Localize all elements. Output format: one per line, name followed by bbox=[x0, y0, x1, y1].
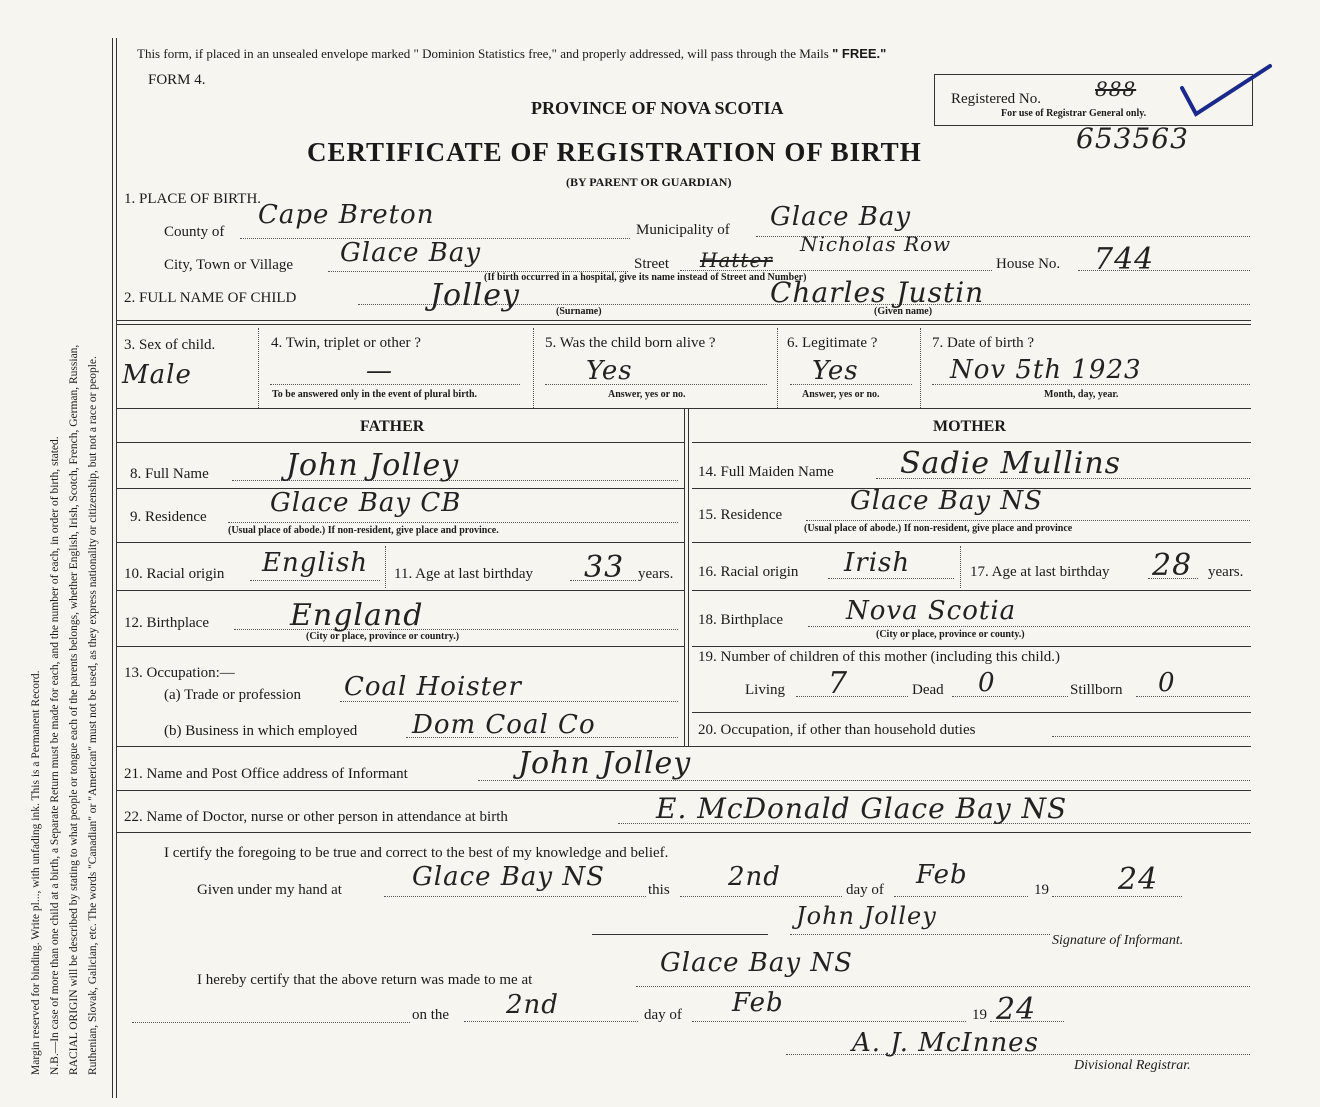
father-age-divider bbox=[385, 546, 386, 588]
registered-label: Registered No. bbox=[951, 91, 1041, 107]
parents-divider bbox=[684, 408, 685, 746]
mother-dead-line bbox=[952, 696, 1068, 697]
mother-birthplace-note: (City or place, province or county.) bbox=[876, 629, 1025, 640]
given-year-line bbox=[1052, 896, 1182, 897]
row3-divider-4 bbox=[920, 328, 921, 408]
father-trade-value: Coal Hoister bbox=[344, 672, 522, 702]
registrar-year-value: 24 bbox=[996, 992, 1037, 1027]
street-value: Nicholas Row bbox=[800, 232, 952, 256]
registrar-year-line bbox=[990, 1021, 1064, 1022]
mother-heading: MOTHER bbox=[933, 418, 1006, 435]
date-of-birth-value: Nov 5th 1923 bbox=[950, 355, 1142, 385]
mother-stillborn-value: 0 bbox=[1158, 668, 1176, 698]
mother-age-unit: years. bbox=[1208, 564, 1244, 580]
margin-note-binding: Margin reserved for binding. Write pl..., with unfading ink. This is a Permanent Record. bbox=[30, 670, 42, 1075]
doctor-label: 22. Name of Doctor, nurse or other person in attendance at birth bbox=[124, 809, 508, 825]
registered-note: For use of Registrar General only. bbox=[1001, 108, 1147, 119]
twin-label: 4. Twin, triplet or other ? bbox=[271, 335, 421, 351]
mother-age-rule bbox=[692, 590, 1251, 591]
registrar-day-of-label: day of bbox=[644, 1007, 682, 1023]
mother-racial-origin-value: Irish bbox=[844, 548, 911, 578]
street-hospital-note: (If birth occurred in a hospital, give its name instead of Street and Number) bbox=[484, 272, 807, 283]
county-value: Cape Breton bbox=[258, 200, 435, 230]
father-business-label: (b) Business in which employed bbox=[164, 723, 358, 739]
mother-living-value: 7 bbox=[828, 666, 849, 701]
mother-birthplace-rule bbox=[692, 646, 1251, 647]
mother-residence-note: (Usual place of abode.) If non-resident, give place and province bbox=[804, 523, 1073, 534]
registrar-statement: I hereby certify that the above return was made to me at bbox=[197, 972, 533, 988]
father-business-value: Dom Coal Co bbox=[412, 710, 596, 740]
registrar-month-line bbox=[692, 1021, 966, 1022]
parents-divider-2 bbox=[688, 408, 689, 746]
certify-statement: I certify the foregoing to be true and correct to the best of my knowledge and belief. bbox=[164, 845, 669, 861]
mother-birthplace-line bbox=[808, 626, 1250, 627]
mother-racial-origin-line bbox=[828, 578, 954, 579]
binding-margin-line-inner bbox=[116, 38, 117, 1098]
registrar-leading-line bbox=[132, 1022, 410, 1023]
municipality-label: Municipality of bbox=[636, 222, 730, 238]
legitimate-value: Yes bbox=[812, 356, 859, 386]
informant-label: 21. Name and Post Office address of Informant bbox=[124, 766, 408, 782]
registrar-year-prefix: 19 bbox=[972, 1007, 987, 1023]
row3-top-rule bbox=[116, 320, 1251, 321]
sex-label: 3. Sex of child. bbox=[124, 337, 216, 353]
informant-signature-label: Signature of Informant. bbox=[1052, 933, 1184, 948]
registrar-place-value: Glace Bay NS bbox=[660, 948, 853, 978]
child-given-name-note: (Given name) bbox=[874, 306, 933, 317]
given-this-label: this bbox=[648, 882, 670, 898]
house-number-label: House No. bbox=[996, 256, 1061, 272]
born-alive-note: Answer, yes or no. bbox=[608, 389, 686, 400]
father-racial-origin-value: English bbox=[262, 548, 369, 578]
born-alive-value: Yes bbox=[586, 356, 633, 386]
street-label: Street bbox=[634, 256, 669, 272]
mother-heading-rule bbox=[692, 442, 1251, 443]
mother-dead-label: Dead bbox=[912, 682, 944, 698]
father-racial-origin-line bbox=[250, 580, 380, 581]
given-day-line bbox=[680, 896, 842, 897]
father-name-value: John Jolley bbox=[286, 448, 460, 483]
informant-signature: John Jolley bbox=[796, 902, 937, 930]
mother-residence-value: Glace Bay NS bbox=[850, 486, 1043, 516]
legitimate-line bbox=[790, 384, 912, 385]
father-residence-note: (Usual place of abode.) If non-resident, give place and province. bbox=[228, 525, 499, 536]
father-age-rule bbox=[116, 590, 684, 591]
mother-occupation-label: 20. Occupation, if other than household duties bbox=[698, 722, 976, 738]
born-alive-line bbox=[545, 384, 767, 385]
father-heading-rule bbox=[116, 442, 684, 443]
born-alive-label: 5. Was the child born alive ? bbox=[545, 335, 716, 351]
page-title: CERTIFICATE OF REGISTRATION OF BIRTH bbox=[307, 137, 922, 167]
margin-note-racial-origin: RACIAL ORIGIN will be described by stating to what people or tongue each of the parents belongs, whether English, Irish, Scotch, French, German, Russian, bbox=[68, 344, 80, 1075]
mother-stillborn-line bbox=[1136, 696, 1250, 697]
given-year-prefix: 19 bbox=[1034, 882, 1049, 898]
date-of-birth-line bbox=[932, 384, 1250, 385]
mother-age-divider bbox=[960, 546, 961, 588]
father-trade-label: (a) Trade or profession bbox=[164, 687, 302, 703]
mail-notice: This form, if placed in an unsealed envelope marked " Dominion Statistics free," and properly addressed, will pass through the Mails " FREE." bbox=[137, 46, 887, 61]
informant-signature-line bbox=[790, 934, 1050, 935]
mother-residence-rule bbox=[692, 542, 1251, 543]
given-month-value: Feb bbox=[916, 860, 968, 890]
mother-residence-label: 15. Residence bbox=[698, 507, 783, 523]
check-mark-icon bbox=[1178, 62, 1278, 122]
twin-value: — bbox=[366, 356, 393, 386]
father-racial-origin-label: 10. Racial origin bbox=[124, 566, 225, 582]
given-year-value: 24 bbox=[1118, 862, 1159, 897]
mother-living-label: Living bbox=[745, 682, 785, 698]
registrar-signature-label: Divisional Registrar. bbox=[1074, 1058, 1191, 1073]
date-of-birth-label: 7. Date of birth ? bbox=[932, 335, 1035, 351]
city-label: City, Town or Village bbox=[164, 257, 294, 273]
doctor-rule bbox=[116, 832, 1251, 833]
father-age-label: 11. Age at last birthday bbox=[394, 566, 533, 582]
doctor-value: E. McDonald Glace Bay NS bbox=[656, 792, 1068, 825]
given-place-line bbox=[384, 896, 646, 897]
house-number-value: 744 bbox=[1094, 242, 1155, 277]
father-birthplace-value: England bbox=[290, 598, 424, 633]
registrar-place-line bbox=[636, 986, 1250, 987]
mother-name-label: 14. Full Maiden Name bbox=[698, 464, 834, 480]
row3-top-rule-2 bbox=[116, 324, 1251, 325]
father-heading: FATHER bbox=[360, 418, 425, 435]
margin-note-nationality: Ruthenian, Slovak, Galician, etc. The words "Canadian" or "American" must not be used, as they express nationality or citizenship, but not a race or people. bbox=[87, 356, 99, 1075]
registrar-month-value: Feb bbox=[732, 988, 784, 1018]
mother-occupation-line bbox=[1052, 736, 1250, 737]
registrar-day-line bbox=[464, 1021, 638, 1022]
mother-residence-line bbox=[806, 520, 1250, 521]
father-residence-label: 9. Residence bbox=[130, 509, 207, 525]
twin-note: To be answered only in the event of plural birth. bbox=[272, 389, 478, 400]
mother-birthplace-label: 18. Birthplace bbox=[698, 612, 783, 628]
informant-signature-rule bbox=[592, 934, 768, 935]
county-label: County of bbox=[164, 224, 225, 240]
municipality-value: Glace Bay bbox=[770, 202, 912, 232]
given-under-hand-label: Given under my hand at bbox=[197, 882, 342, 898]
child-name-label: 2. FULL NAME OF CHILD bbox=[124, 290, 297, 306]
registrar-on-label: on the bbox=[412, 1007, 450, 1023]
registered-struck-number: 888 bbox=[1095, 77, 1137, 101]
father-residence-line bbox=[228, 522, 678, 523]
legitimate-note: Answer, yes or no. bbox=[802, 389, 880, 400]
informant-value: John Jolley bbox=[518, 746, 692, 781]
binding-margin-line bbox=[112, 38, 113, 1098]
registrar-signature: A. J. McInnes bbox=[852, 1028, 1039, 1058]
date-of-birth-note: Month, day, year. bbox=[1044, 389, 1119, 400]
child-surname-value: Jolley bbox=[430, 278, 520, 313]
street-struck-value: Hatter bbox=[700, 248, 773, 272]
mother-children-label: 19. Number of children of this mother (including this child.) bbox=[698, 649, 1061, 665]
father-birthplace-note: (City or place, province or country.) bbox=[306, 631, 460, 642]
father-birthplace-rule bbox=[116, 646, 684, 647]
child-given-name-value: Charles Justin bbox=[770, 276, 985, 309]
margin-note-multiple-births: N.B.—In case of more than one child at a birth, a Separate Return must be made for each, and the number of each, in order of birth, stated. bbox=[49, 436, 61, 1075]
father-age-value: 33 bbox=[584, 550, 625, 585]
place-of-birth-heading: 1. PLACE OF BIRTH. bbox=[124, 191, 262, 207]
province-heading: PROVINCE OF NOVA SCOTIA bbox=[531, 98, 784, 118]
mother-children-rule bbox=[692, 712, 1251, 713]
page-subtitle: (BY PARENT OR GUARDIAN) bbox=[566, 175, 732, 189]
row3-divider-3 bbox=[777, 328, 778, 408]
mother-racial-origin-label: 16. Racial origin bbox=[698, 564, 799, 580]
city-value: Glace Bay bbox=[340, 238, 482, 268]
father-residence-value: Glace Bay CB bbox=[270, 488, 462, 518]
given-day-value: 2nd bbox=[728, 862, 781, 892]
child-surname-note: (Surname) bbox=[556, 306, 602, 317]
row3-divider-2 bbox=[533, 328, 534, 408]
mother-age-value: 28 bbox=[1152, 548, 1193, 583]
row3-divider-1 bbox=[258, 328, 259, 408]
registered-handwritten-number: 653563 bbox=[1076, 122, 1189, 155]
legitimate-label: 6. Legitimate ? bbox=[787, 335, 878, 351]
mother-living-line bbox=[796, 696, 908, 697]
father-birthplace-label: 12. Birthplace bbox=[124, 615, 209, 631]
father-residence-rule bbox=[116, 542, 684, 543]
mother-age-label: 17. Age at last birthday bbox=[970, 564, 1110, 580]
father-name-label: 8. Full Name bbox=[130, 466, 209, 482]
given-place-value: Glace Bay NS bbox=[412, 862, 605, 892]
mother-dead-value: 0 bbox=[978, 668, 996, 698]
mother-birthplace-value: Nova Scotia bbox=[846, 596, 1017, 626]
informant-rule bbox=[116, 790, 1251, 791]
father-age-unit: years. bbox=[638, 566, 674, 582]
given-day-of-label: day of bbox=[846, 882, 884, 898]
sex-value: Male bbox=[122, 360, 192, 390]
registrar-signature-line bbox=[786, 1054, 1250, 1055]
form-number: FORM 4. bbox=[148, 72, 206, 88]
mother-name-value: Sadie Mullins bbox=[900, 446, 1122, 481]
mother-stillborn-label: Stillborn bbox=[1070, 682, 1123, 698]
father-occupation-label: 13. Occupation:— bbox=[124, 665, 235, 681]
twin-line bbox=[270, 384, 520, 385]
registrar-day-value: 2nd bbox=[506, 990, 559, 1020]
given-month-line bbox=[894, 896, 1028, 897]
